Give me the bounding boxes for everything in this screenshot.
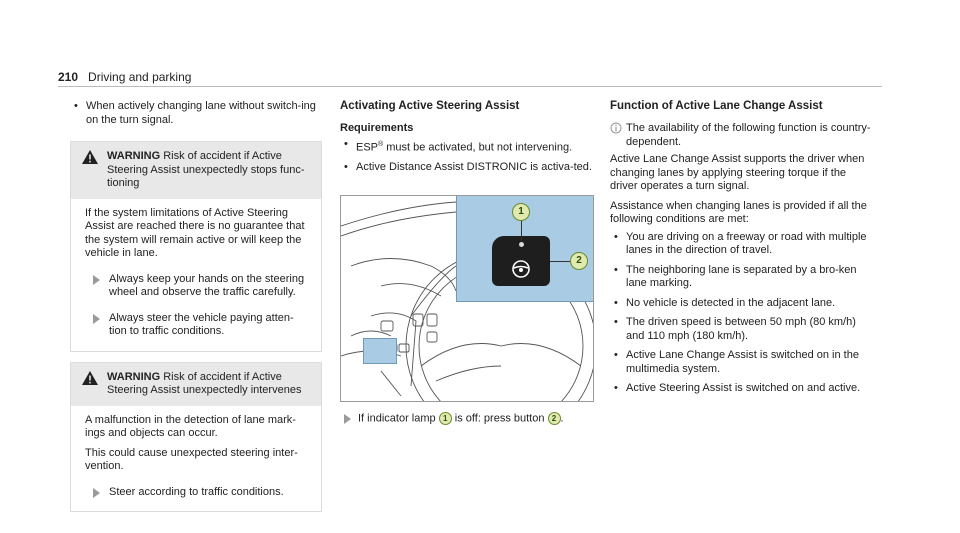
callout-1-line [521, 240, 522, 241]
arrow-right-icon [93, 314, 100, 324]
paragraph: Assistance when changing lanes is provided if all the following conditions are met: [610, 199, 867, 225]
arrow-right-icon [93, 488, 100, 498]
callout-1: 1 [512, 203, 530, 221]
req-text: must be activated, but not intervening. [383, 141, 573, 154]
indicator-lamp [519, 242, 524, 247]
warning-icon [81, 150, 99, 164]
dashboard-illustration [340, 195, 594, 402]
warning-text: Risk of accident if Active Steering Assist unexpectedly stops func-tioning [107, 150, 305, 189]
button-detail-inset [456, 196, 594, 302]
warning-box-2 [70, 362, 322, 513]
column-2 [340, 100, 592, 174]
header-divider [58, 86, 882, 87]
action-text: Steer according to traffic conditions. [109, 485, 284, 498]
instruction-step [340, 412, 618, 426]
requirement-item: • Active Distance Assist DISTRONIC is activa-ted. [340, 161, 592, 175]
warning-box-1-header [71, 142, 321, 199]
callout-ref-1: 1 [439, 412, 452, 425]
intro-bullet: • When actively changing lane without switch-ing on the turn signal. [70, 100, 322, 127]
action-item [85, 312, 311, 339]
instruction-text: If indicator lamp [358, 412, 436, 425]
paragraph: Active Lane Change Assist supports the driver when changing lanes by applying steering torque if the driver operates a turn signal. [610, 153, 865, 192]
warning-label: WARNING [107, 150, 161, 162]
action-text: Always steer the vehicle paying atten-tion to traffic conditions. [109, 311, 294, 337]
button-location-highlight [363, 338, 397, 364]
action-item [85, 273, 311, 300]
warning-label: WARNING [107, 370, 161, 383]
warning-body: If the system limitations of Active Steering Assist are reached there is no guarantee that the system will remain active or will keep the vehicle in lane. [85, 206, 305, 259]
condition-item: • The neighboring lane is separated by a bro-ken lane marking. [610, 264, 872, 291]
note [610, 122, 872, 149]
condition-item: • The driven speed is between 50 mph (80 km/h) and 110 mph (180 km/h). [610, 316, 872, 343]
warning-box-1 [70, 141, 322, 352]
action-text: Always keep your hands on the steering wheel and observe the traffic carefully. [109, 272, 305, 298]
requirements-heading: Requirements [340, 122, 414, 134]
warning-text: Risk of accident if Active Steering Assist unexpectedly intervenes [107, 370, 302, 396]
section-title: Driving and parking [88, 70, 192, 84]
info-icon [610, 122, 622, 134]
section-heading: Activating Active Steering Assist [340, 100, 520, 112]
condition-item: • Active Steering Assist is switched on and active. [610, 382, 872, 396]
callout-2-line [550, 261, 572, 262]
condition-item: • Active Lane Change Assist is switched on in the multimedia system. [610, 349, 872, 376]
arrow-right-icon [344, 414, 351, 424]
warning-icon [81, 371, 99, 385]
page-number: 210 [58, 70, 79, 84]
warning-box-2-header [71, 363, 321, 406]
requirement-item [340, 138, 592, 155]
instruction-end: . [560, 412, 564, 425]
callout-2: 2 [570, 252, 588, 270]
condition-item: • No vehicle is detected in the adjacent lane. [610, 297, 872, 311]
steering-assist-button[interactable] [492, 236, 550, 286]
column-1 [70, 100, 322, 512]
callout-ref-2: 2 [548, 412, 561, 425]
section-heading: Function of Active Lane Change Assist [610, 100, 823, 112]
registered-mark: ® [378, 140, 384, 148]
action-item [85, 486, 311, 500]
req-esp: ESP [356, 141, 379, 154]
page-header [58, 70, 191, 84]
steering-wheel-icon [511, 259, 531, 279]
instruction-text: is off: press button [454, 412, 545, 425]
arrow-right-icon [93, 275, 100, 285]
warning-body: This could cause unexpected steering inter-vention. [85, 446, 298, 472]
note-text: The availability of the following function is country-dependent. [626, 122, 871, 148]
condition-item: • You are driving on a freeway or road with multiple lanes in the direction of travel. [610, 231, 872, 258]
column-3 [610, 100, 872, 396]
warning-body: A malfunction in the detection of lane mark-ings and objects can occur. [85, 413, 296, 439]
